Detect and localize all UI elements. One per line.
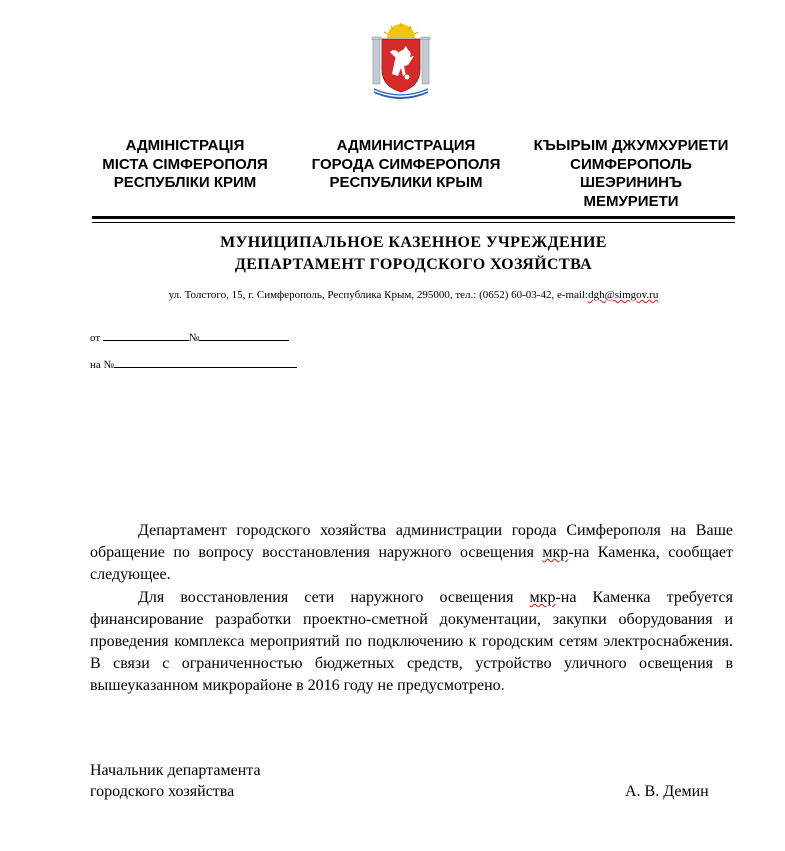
organization-name-line1: МУНИЦИПАЛЬНОЕ КАЗЕННОЕ УЧРЕЖДЕНИЕ [220, 234, 607, 251]
address-line [92, 289, 735, 301]
header-ua-line: МІСТА СІМФЕРОПОЛЯ [102, 155, 268, 173]
paragraph-text: Для восстановления сети наружного освещения [138, 589, 530, 606]
number-blank-field [199, 330, 289, 341]
paragraph-text: -на Каменка требуется финансирование разработки проектно-сметной документации, закупки оборудования и проведения комплекса мероприятий по подключению к городским сетям электроснабжения. В связи с ограниченностью бюджетных средств, устройство уличного освещения в вышеуказанном микрорайоне в 2016 году не предусмотрено. [90, 589, 733, 694]
header-ru-line: ГОРОДА СИМФЕРОПОЛЯ [311, 155, 501, 173]
header-ua-line: РЕСПУБЛІКИ КРИМ [113, 174, 257, 191]
reply-label: на № [90, 359, 115, 371]
header-crh-line: СИМФЕРОПОЛЬ [570, 155, 692, 173]
reference-reply-line [90, 357, 297, 371]
reply-number-blank-field [114, 357, 297, 368]
address-text: ул. Толстого, 15, г. Симферополь, Республика Крым, 295000, тел.: (0652) 60-03-42, e-mail: [168, 289, 589, 301]
reference-from-line [90, 330, 289, 344]
signatory-name: А. В. Демин [625, 783, 709, 800]
crimea-coat-of-arms-icon [370, 22, 432, 102]
body-paragraph-1 [90, 520, 733, 586]
header-ukrainian [70, 137, 300, 193]
number-sign: № [188, 332, 200, 344]
email-address: dgh@simgov.ru [588, 289, 659, 301]
spellcheck-word: мкр [542, 544, 569, 561]
from-label: от [90, 332, 101, 344]
spellcheck-word: мкр [529, 589, 556, 606]
paragraph-text: Департамент городского хозяйства администрации города Симферополя на Ваше обращение по вопросу восстановления наружного освещения [90, 522, 733, 561]
header-ru-line: АДМИНИСТРАЦИЯ [336, 137, 476, 154]
signatory-position-line1: Начальник департамента [90, 762, 261, 779]
body-paragraph-2 [90, 587, 733, 697]
header-divider-thick [92, 216, 735, 219]
organization-name-line2: ДЕПАРТАМЕНТ ГОРОДСКОГО ХОЗЯЙСТВА [234, 256, 593, 273]
paragraph-text: -на Каменка, сообщает следующее. [90, 544, 733, 583]
header-divider-thin [92, 222, 735, 223]
signatory-position-line2: городского хозяйства [90, 783, 235, 800]
header-crh-line: МЕМУРИЕТИ [583, 192, 679, 210]
header-crh-line: ШЕЭРИНИНЪ [579, 174, 683, 191]
sun-icon [384, 23, 418, 38]
header-crh-line: КЪЫРЫМ ДЖУМХУРИЕТИ [533, 137, 729, 154]
header-ru-line: РЕСПУБЛИКИ КРЫМ [329, 174, 483, 191]
header-crimean-tatar [515, 137, 747, 211]
date-blank-field [103, 330, 189, 341]
header-ua-line: АДМІНІСТРАЦІЯ [125, 137, 245, 154]
header-russian [290, 137, 522, 193]
